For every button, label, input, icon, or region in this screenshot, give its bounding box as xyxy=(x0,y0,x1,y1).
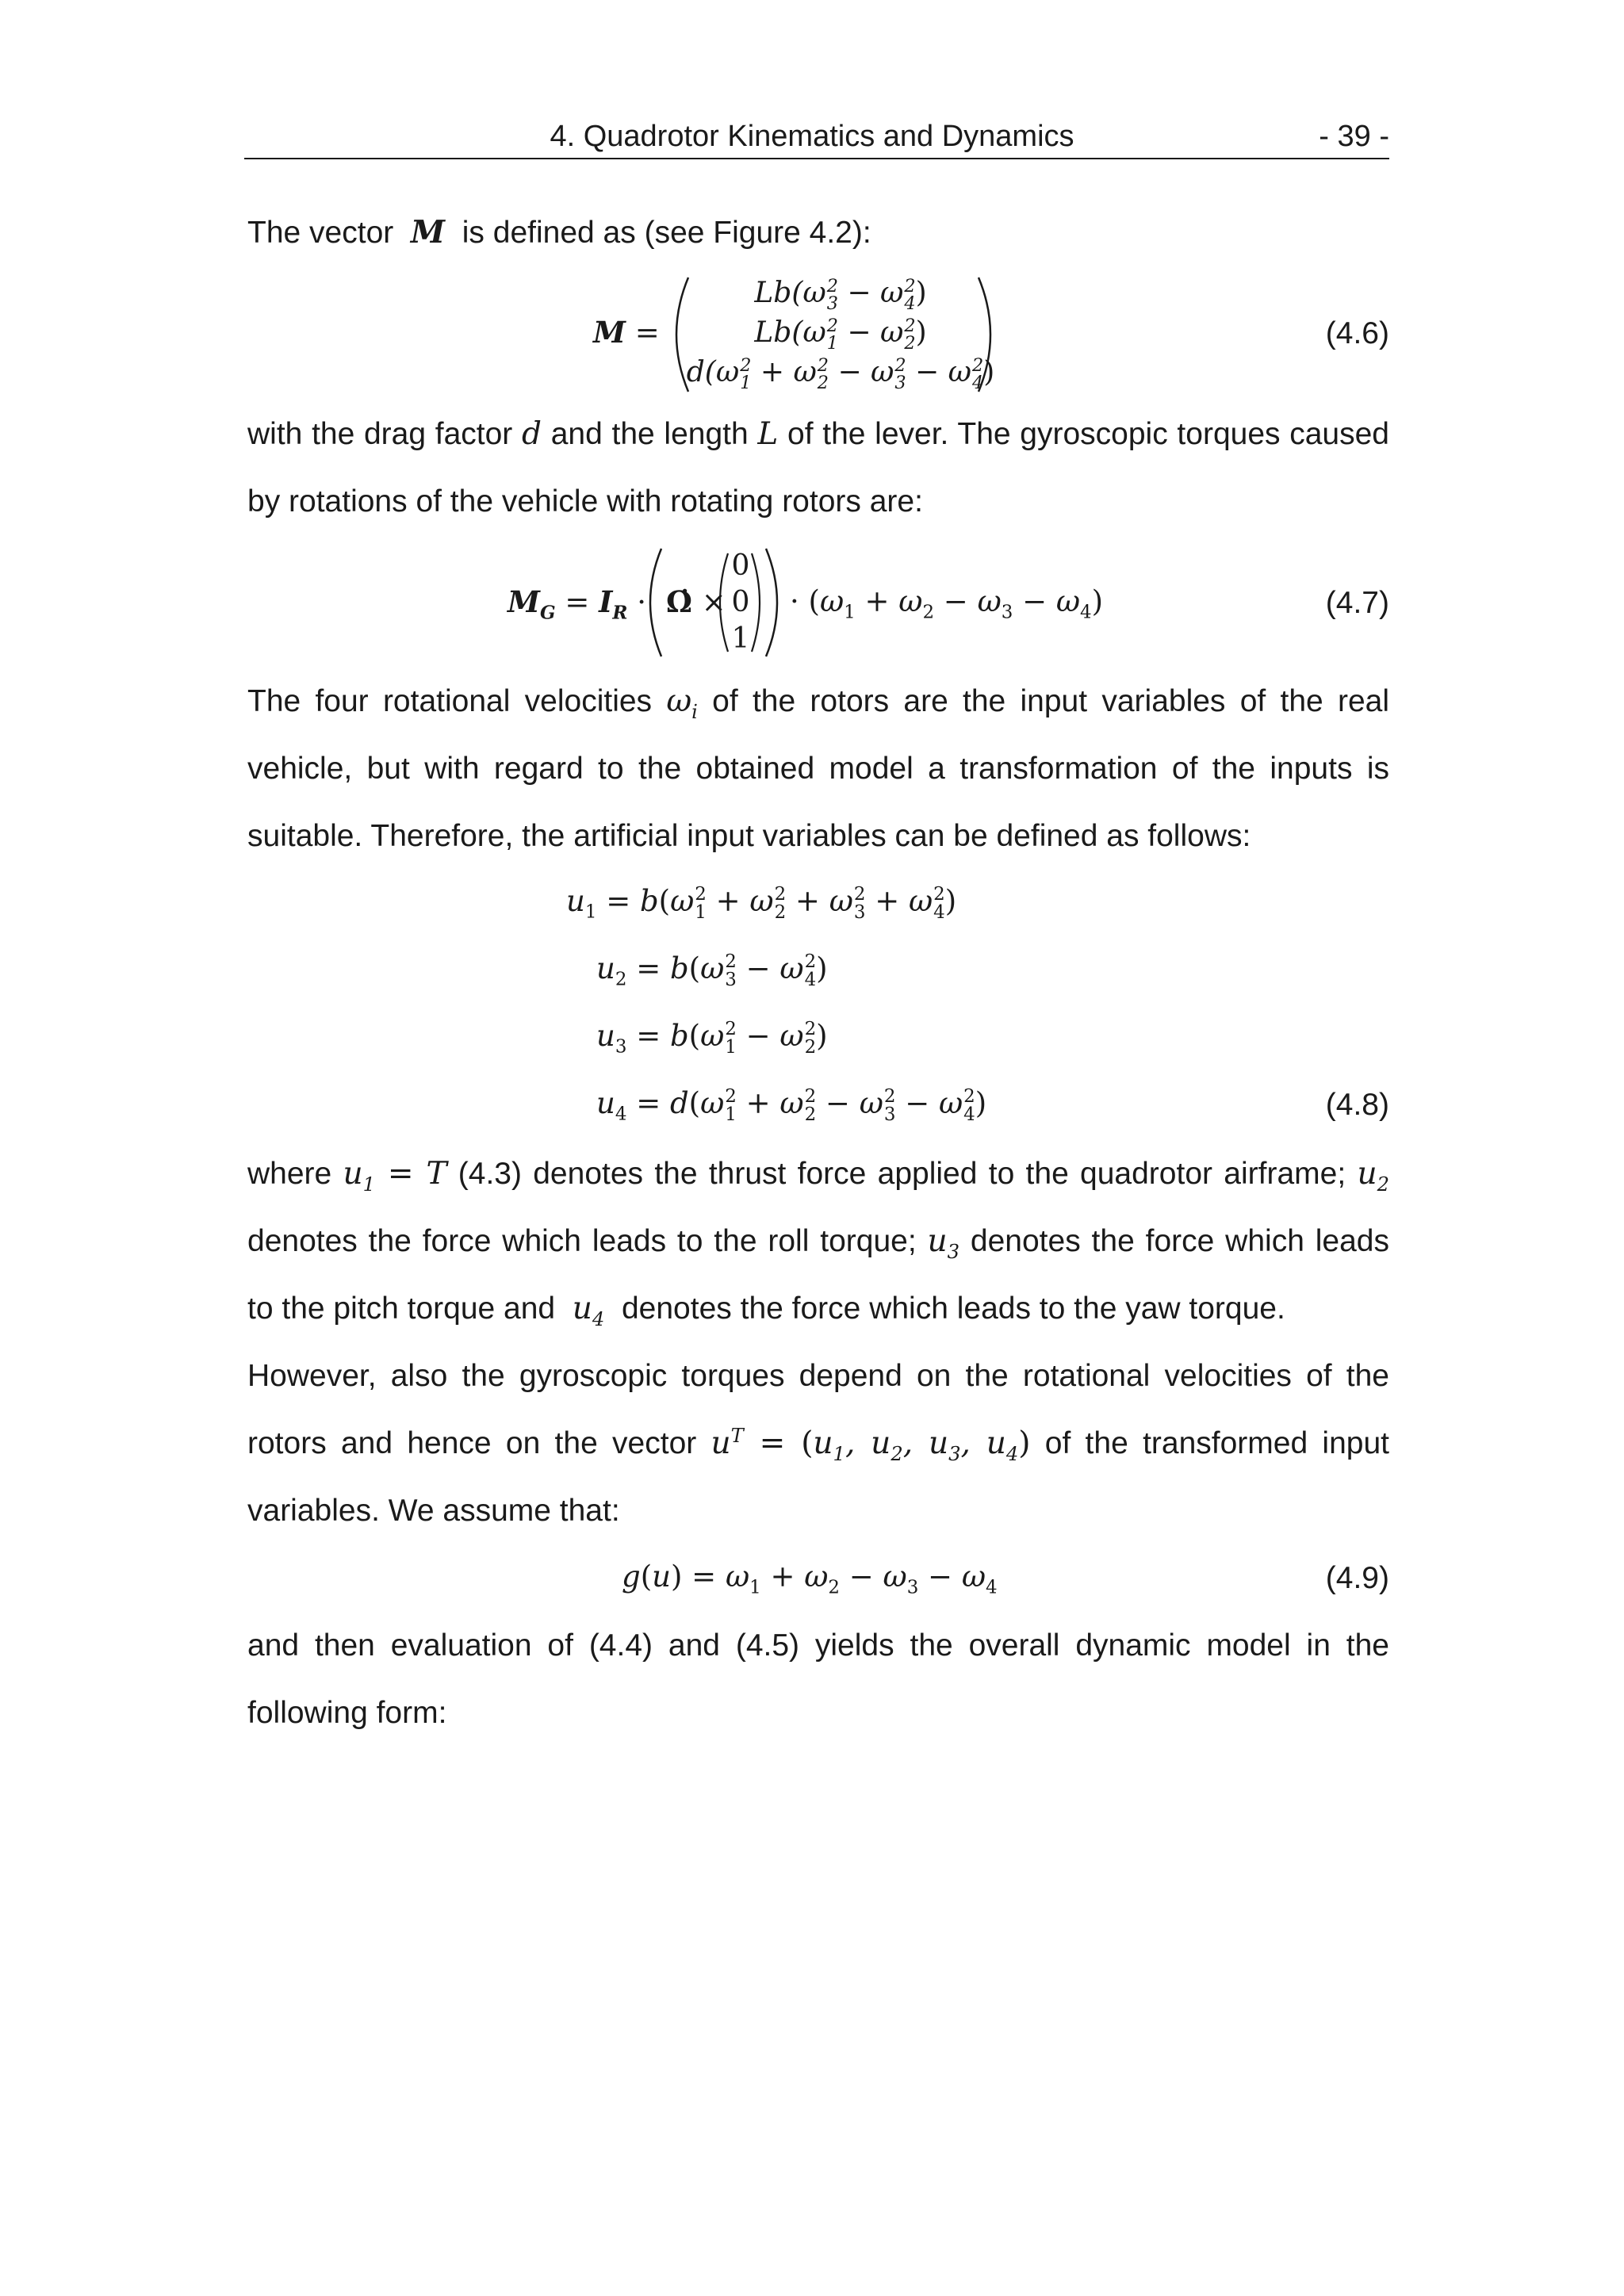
text-line-3: by rotations of the vehicle with rotating rotors are: xyxy=(247,484,923,519)
text-line-1: The vector M is defined as (see Figure 4.2): xyxy=(247,214,871,251)
header-rule xyxy=(244,158,1389,159)
right-paren-outer xyxy=(763,547,790,658)
text-line-6: suitable. Therefore, the artificial input variables can be defined as follows: xyxy=(247,819,1251,853)
right-paren xyxy=(974,276,1005,393)
page-number: - 39 - xyxy=(1319,120,1389,153)
eq-number-4-6: (4.6) xyxy=(1325,316,1389,350)
text-line-2: with the drag factor d and the length L of the lever. The gyroscopic torques caused xyxy=(247,416,1389,452)
text-line-9: to the pitch torque and $u_4$ denotes the force which leads to the yaw torque. xyxy=(247,1291,1285,1330)
eq-number-4-9: (4.9) xyxy=(1325,1561,1389,1595)
text-line-12: variables. We assume that: xyxy=(247,1494,620,1528)
text-line-14: following form: xyxy=(247,1696,447,1730)
text-line-13: and then evaluation of (4.4) and (4.5) yields the overall dynamic model in the xyxy=(247,1628,1389,1663)
text-line-10: However, also the gyroscopic torques depend on the rotational velocities of the xyxy=(247,1359,1389,1393)
eq-number-4-8: (4.8) xyxy=(1325,1088,1389,1122)
running-header-title: 4. Quadrotor Kinematics and Dynamics xyxy=(550,120,1074,153)
text-line-7: where $u_1 = T$ (4.3) denotes the thrust force applied to the quadrotor airframe; $u_2$ xyxy=(247,1156,1389,1196)
text-line-8: denotes the force which leads to the roll torque; $u_3$ denotes the force which leads xyxy=(247,1223,1389,1263)
eq-number-4-7: (4.7) xyxy=(1325,586,1389,620)
left-paren-outer xyxy=(638,547,665,658)
text-line-5: vehicle, but with regard to the obtained model a transformation of the inputs is xyxy=(247,752,1389,786)
text-line-11: rotors and hence on the vector $u^T = (u_1$, $u_2$, $u_3$, $u_4$) of the transformed input xyxy=(247,1425,1390,1465)
text-line-4: The four rotational velocities $\omega_i$ of the rotors are the input variables of the real xyxy=(247,683,1390,723)
